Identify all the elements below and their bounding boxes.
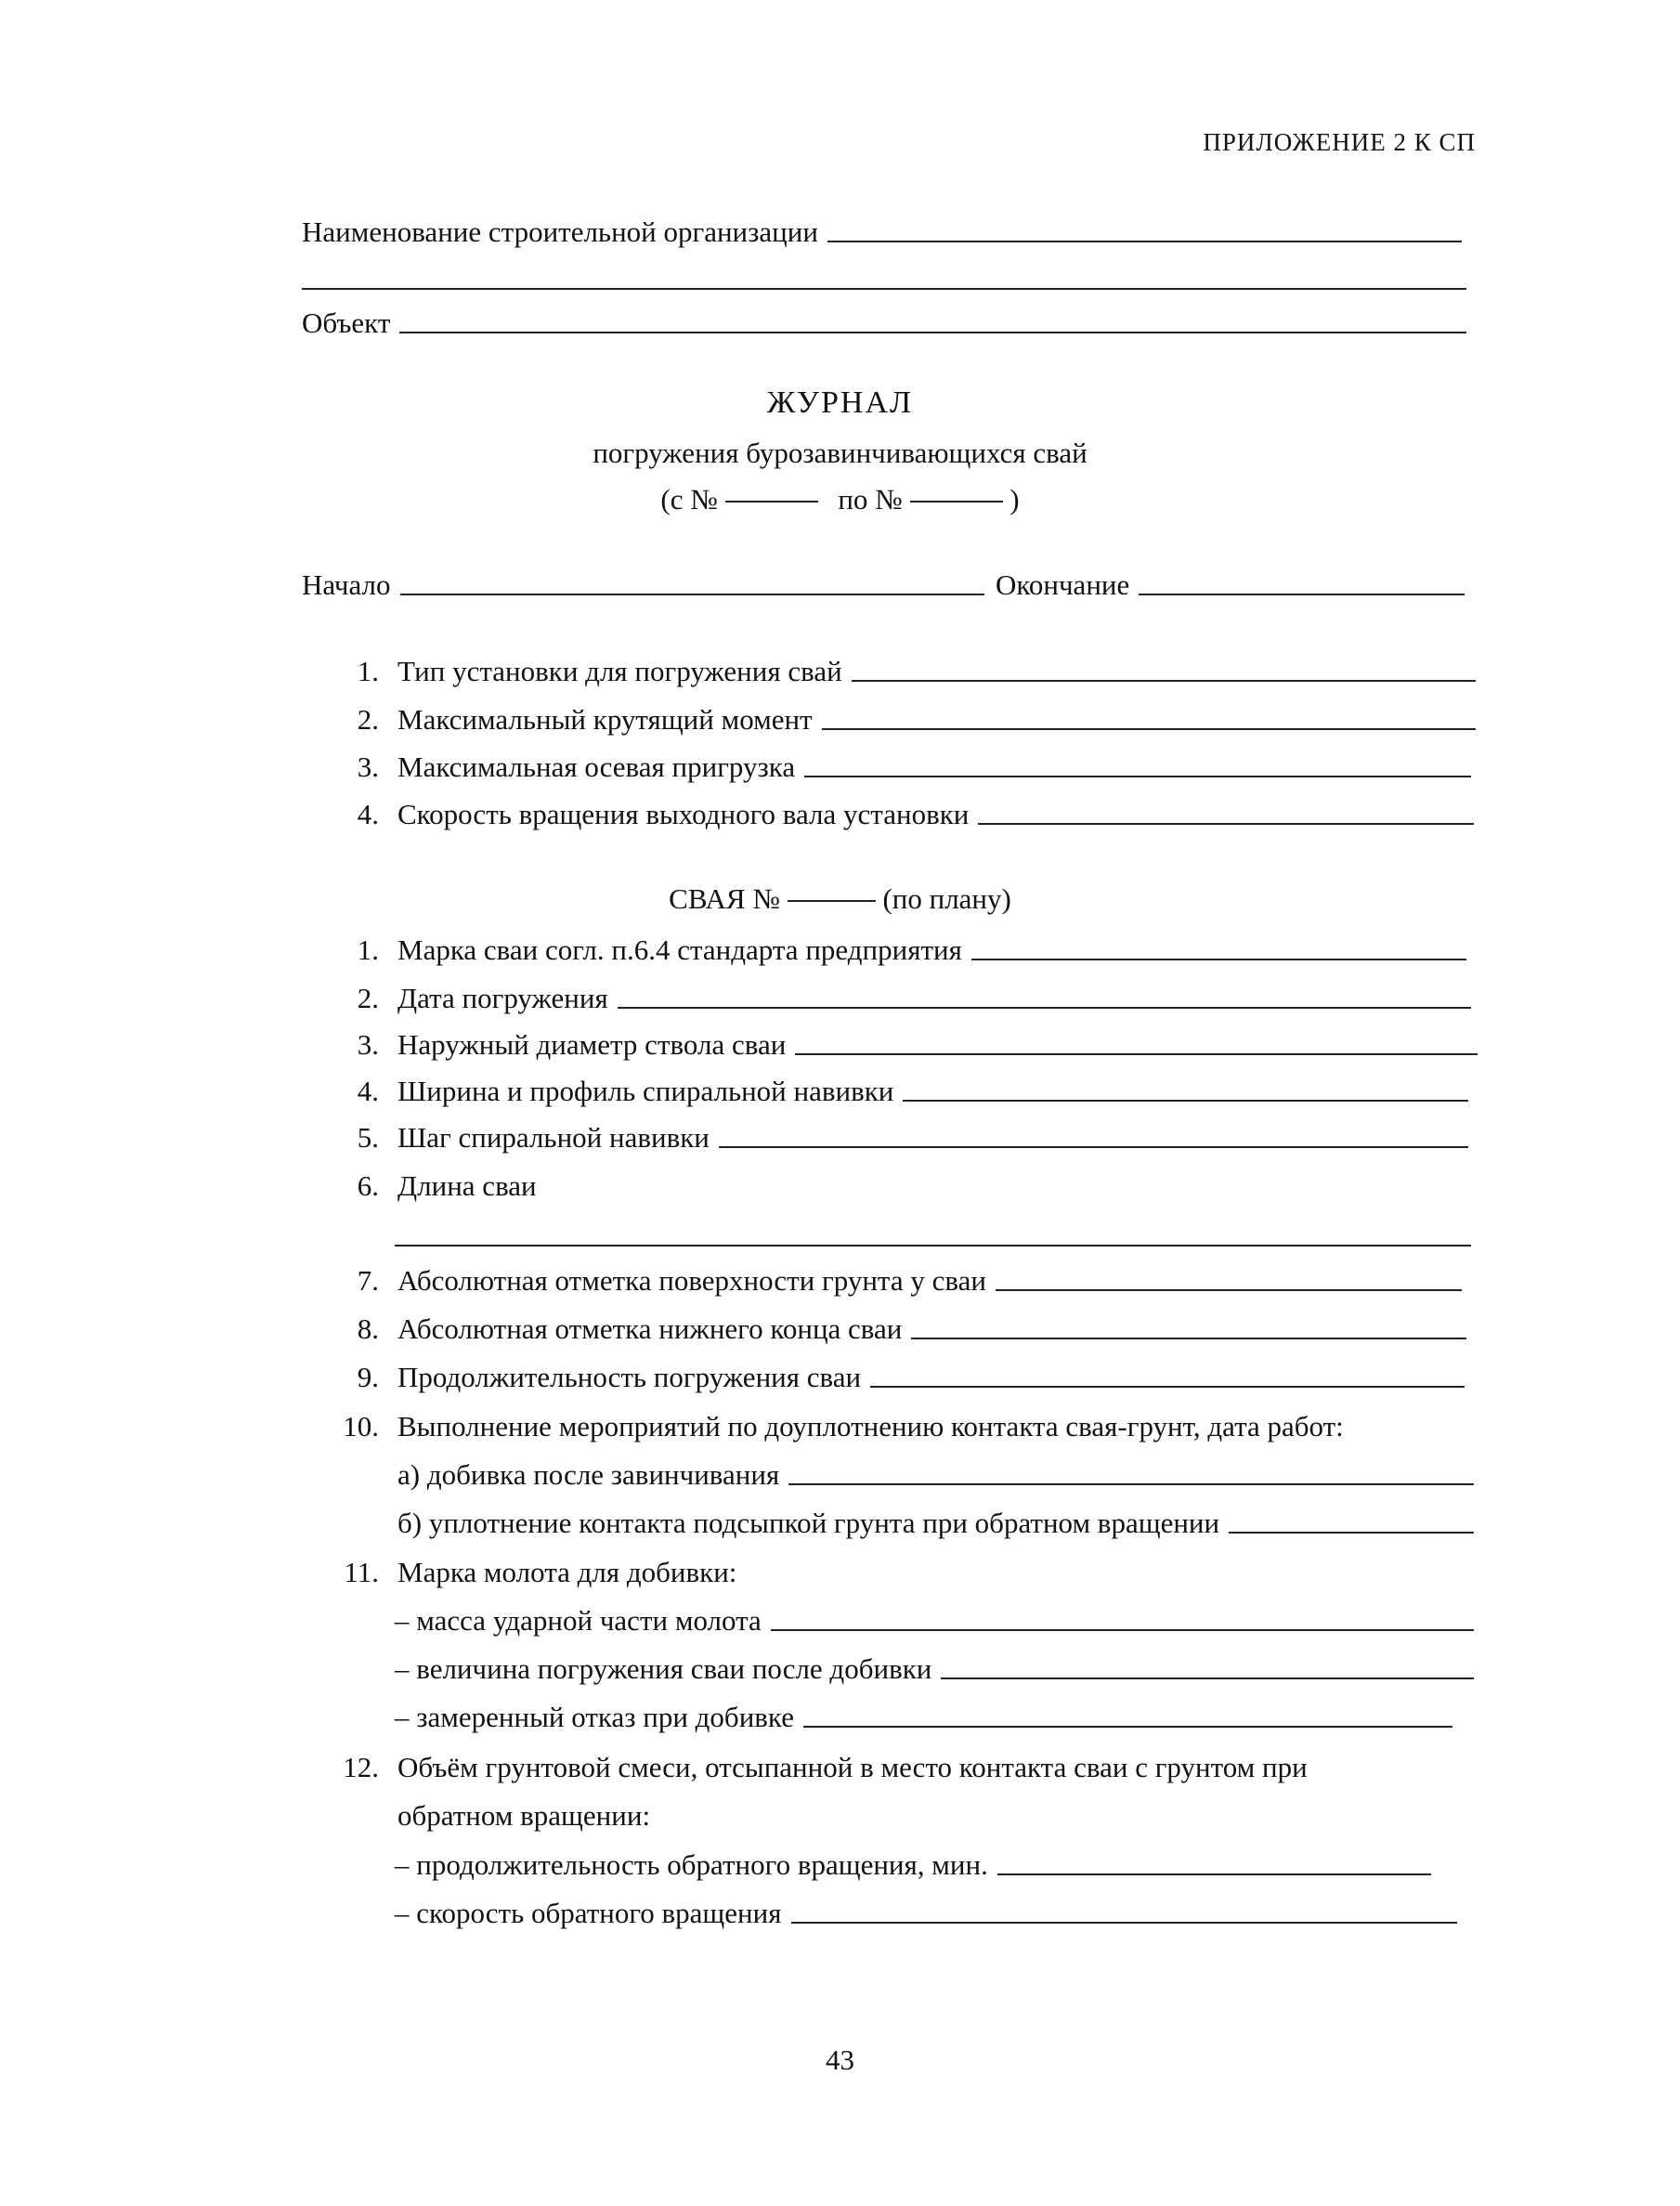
pile-item-11 bbox=[334, 1556, 736, 1589]
setup-item-2 bbox=[334, 703, 1476, 737]
item-label: Абсолютная отметка поверхности грунта у сваи bbox=[397, 1264, 986, 1297]
pile-heading-a: СВАЯ № bbox=[669, 882, 780, 915]
sub-item-line[interactable] bbox=[788, 1483, 1474, 1485]
sub-item-line[interactable] bbox=[803, 1726, 1452, 1728]
item-label: Дата погружения bbox=[397, 982, 608, 1014]
journal-subtitle: погружения бурозавинчивающихся свай bbox=[593, 437, 1087, 469]
end-label: Окончание bbox=[996, 568, 1130, 601]
sub-item-label: б) уплотнение контакта подсыпкой грунта при обратном вращении bbox=[397, 1507, 1220, 1539]
item11-sub-3 bbox=[395, 1701, 1452, 1734]
item-line[interactable] bbox=[719, 1146, 1468, 1148]
item-number: 4. bbox=[357, 798, 379, 830]
item-line[interactable] bbox=[903, 1100, 1468, 1102]
item-number: 2. bbox=[357, 982, 379, 1014]
item10-sub-a bbox=[397, 1458, 1474, 1492]
item-number: 12. bbox=[343, 1751, 379, 1783]
org-name-line[interactable] bbox=[827, 241, 1462, 242]
appendix-label: ПРИЛОЖЕНИЕ 2 К СП bbox=[1203, 128, 1476, 156]
sub-item-label: – скорость обратного вращения bbox=[395, 1897, 782, 1929]
pile-item-3 bbox=[334, 1028, 1478, 1062]
item-number: 4. bbox=[357, 1075, 379, 1107]
item-line[interactable] bbox=[795, 1053, 1478, 1055]
item-number: 11. bbox=[344, 1556, 379, 1588]
item-label: Наружный диаметр ствола сваи bbox=[397, 1028, 787, 1061]
org-name-row bbox=[302, 215, 1462, 249]
range-close: ) bbox=[1009, 483, 1020, 516]
range-mid: по № bbox=[838, 483, 903, 516]
item-label: Объём грунтовой смеси, отсыпанной в место контакта сваи с грунтом при bbox=[397, 1751, 1308, 1783]
start-row bbox=[302, 568, 984, 602]
pile-item-2 bbox=[334, 982, 1471, 1015]
item-label: Скорость вращения выходного вала установки bbox=[397, 798, 970, 830]
sub-item-label: а) добивка после завинчивания bbox=[397, 1458, 780, 1491]
item-line[interactable] bbox=[971, 959, 1466, 960]
item-line[interactable] bbox=[978, 823, 1474, 825]
start-line[interactable] bbox=[400, 594, 985, 595]
pile-item-6 bbox=[334, 1169, 1468, 1203]
item-label: Марка молота для добивки: bbox=[397, 1556, 737, 1588]
journal-title: ЖУРНАЛ bbox=[766, 385, 914, 420]
pile-heading bbox=[0, 882, 1680, 916]
pile-item-12 bbox=[334, 1751, 1308, 1784]
item-number: 9. bbox=[357, 1361, 379, 1393]
item12-sub-2 bbox=[395, 1897, 1457, 1930]
sub-item-line[interactable] bbox=[771, 1629, 1474, 1631]
setup-item-4 bbox=[334, 798, 1474, 831]
sub-item-line[interactable] bbox=[941, 1677, 1474, 1679]
item-label: Длина сваи bbox=[397, 1169, 537, 1202]
range-open: (с № bbox=[660, 483, 718, 516]
pile-item-8 bbox=[334, 1312, 1466, 1346]
end-row bbox=[996, 568, 1465, 602]
item-line[interactable] bbox=[852, 680, 1476, 682]
item11-sub-2 bbox=[395, 1652, 1474, 1686]
item-line[interactable] bbox=[870, 1386, 1465, 1388]
sub-item-label: – замеренный отказ при добивке bbox=[395, 1701, 794, 1733]
sub-item-label: – величина погружения сваи после добивки bbox=[395, 1652, 932, 1685]
item-line[interactable] bbox=[804, 776, 1471, 777]
pile-item-7 bbox=[334, 1264, 1462, 1298]
setup-item-3 bbox=[334, 751, 1471, 784]
setup-item-1 bbox=[334, 655, 1476, 688]
item-number: 1. bbox=[357, 655, 379, 687]
object-label: Объект bbox=[302, 307, 391, 339]
item-number: 7. bbox=[357, 1264, 379, 1297]
item-label: Абсолютная отметка нижнего конца сваи bbox=[397, 1312, 903, 1345]
org-name-line-2[interactable] bbox=[302, 288, 1466, 290]
item-label: Продолжительность погружения сваи bbox=[397, 1361, 862, 1393]
page-number: 43 bbox=[826, 2043, 854, 2076]
object-row bbox=[302, 307, 1466, 340]
item-number: 1. bbox=[357, 933, 379, 966]
pile-number-line[interactable] bbox=[788, 900, 876, 902]
item-label: Шаг спиральной навивки bbox=[397, 1121, 710, 1154]
pile-item-9 bbox=[334, 1361, 1465, 1394]
sub-item-line[interactable] bbox=[791, 1922, 1458, 1924]
pile-item-4 bbox=[334, 1075, 1468, 1108]
object-line[interactable] bbox=[399, 332, 1466, 333]
item-line[interactable] bbox=[822, 728, 1476, 730]
item-line[interactable] bbox=[996, 1289, 1462, 1291]
item-number: 6. bbox=[357, 1169, 379, 1202]
start-label: Начало bbox=[302, 568, 391, 601]
item11-sub-1 bbox=[395, 1604, 1474, 1638]
item-number: 10. bbox=[343, 1410, 379, 1442]
item12-label-line2: обратном вращении: bbox=[397, 1799, 651, 1832]
sub-item-line[interactable] bbox=[997, 1873, 1431, 1875]
item-label: Тип установки для погружения свай bbox=[397, 655, 842, 687]
sub-item-line[interactable] bbox=[1229, 1532, 1474, 1534]
pile-item-10 bbox=[334, 1410, 1344, 1443]
item-label: Выполнение мероприятий по доуплотнению контакта свая-грунт, дата работ: bbox=[397, 1410, 1344, 1442]
pile-length-line[interactable] bbox=[395, 1245, 1471, 1247]
pile-item-1 bbox=[334, 933, 1466, 967]
end-line[interactable] bbox=[1139, 594, 1465, 595]
sub-item-label: – продолжительность обратного вращения, мин. bbox=[395, 1848, 988, 1881]
range-from-line[interactable] bbox=[725, 501, 818, 503]
journal-range bbox=[0, 483, 1680, 516]
item-number: 3. bbox=[357, 751, 379, 783]
org-name-label: Наименование строительной организации bbox=[302, 215, 818, 248]
item-label: Максимальный крутящий момент bbox=[397, 703, 813, 736]
item-number: 5. bbox=[357, 1121, 379, 1154]
item-line[interactable] bbox=[618, 1007, 1471, 1009]
pile-heading-b: (по плану) bbox=[882, 882, 1011, 915]
item-number: 8. bbox=[357, 1312, 379, 1345]
sub-item-label: – масса ударной части молота bbox=[395, 1604, 762, 1637]
item-label: Ширина и профиль спиральной навивки bbox=[397, 1075, 894, 1107]
item-number: 2. bbox=[357, 703, 379, 736]
item-number: 3. bbox=[357, 1028, 379, 1061]
item-line[interactable] bbox=[911, 1338, 1466, 1339]
item10-sub-b bbox=[397, 1507, 1474, 1540]
item12-sub-1 bbox=[395, 1848, 1431, 1882]
range-to-line[interactable] bbox=[910, 501, 1003, 503]
pile-item-5 bbox=[334, 1121, 1468, 1155]
item-label: Максимальная осевая пригрузка bbox=[397, 751, 796, 783]
item-label: Марка сваи согл. п.6.4 стандарта предприятия bbox=[397, 933, 962, 966]
